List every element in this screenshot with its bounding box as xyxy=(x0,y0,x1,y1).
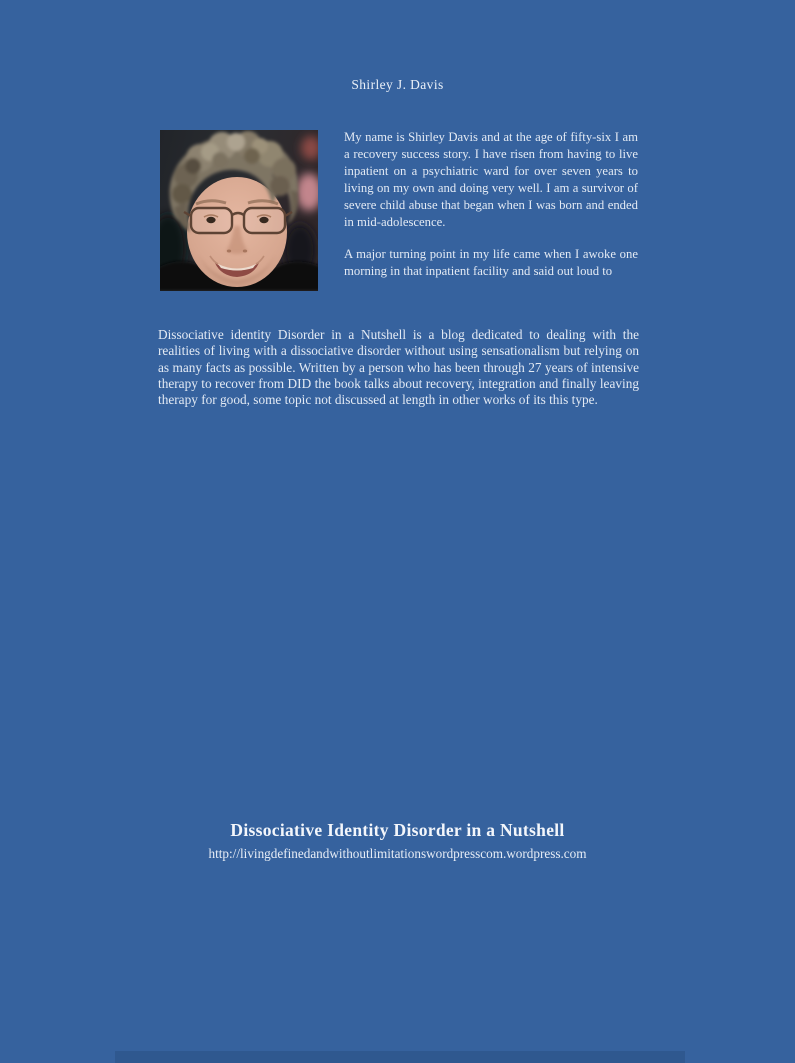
bio-paragraph-2: A major turning point in my life came when I awoke one morning in that inpatient facility and said out loud to xyxy=(344,247,638,278)
book-title: Dissociative Identity Disorder in a Nutshell xyxy=(230,820,565,840)
author-portrait-illustration xyxy=(160,130,318,291)
author-bio xyxy=(344,129,638,280)
blog-description-paragraph: Dissociative identity Disorder in a Nutshell is a blog dedicated to dealing with the realities of living with a dissociative disorder without using sensationalism but relying on as many facts as possible. Written by a person who has been through 27 years of intensive therapy to recover from DID the book talks about recovery, integration and finally leaving therapy for good, some topic not discussed at length in other works of its this type. xyxy=(158,327,639,408)
bio-paragraph-1: My name is Shirley Davis and at the age of fifty-six I am a recovery success story. I have risen from having to live inpatient on a psychiatric ward for over seven years to living on my own and doing very well. I am a survivor of severe child abuse that began when I was born and ended in mid-adolescence. xyxy=(344,130,638,229)
bottom-edge-strip xyxy=(115,1051,685,1063)
author-photo xyxy=(160,130,318,291)
author-name: Shirley J. Davis xyxy=(351,77,444,92)
blog-url: http://livingdefinedandwithoutlimitationswordpresscom.wordpress.com xyxy=(208,846,587,861)
